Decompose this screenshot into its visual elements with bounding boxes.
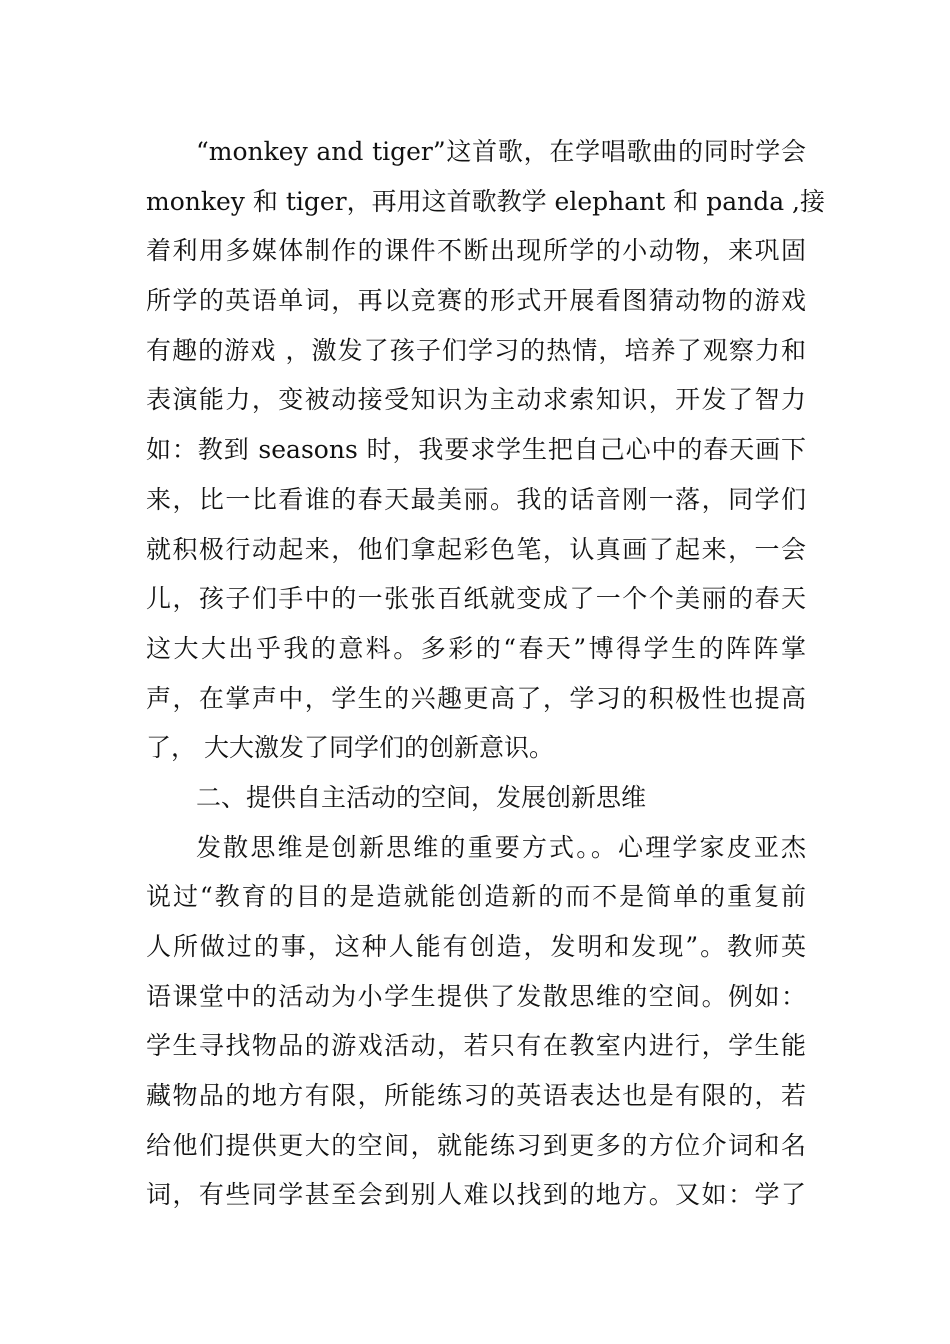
paragraph2-line-1: 发散思维是创新思维的重要方式。。心理学家皮亚杰 bbox=[196, 833, 806, 862]
paragraph2-line-8: 词，有些同学甚至会到别人难以找到的地方。又如：学了 bbox=[146, 1180, 806, 1209]
paragraph1-line-11: 这大大出乎我的意料。多彩的“春天”博得学生的阵阵掌 bbox=[146, 634, 806, 663]
paragraph1-line-2: monkey 和 tiger，再用这首歌教学 elephant 和 panda ,接 bbox=[146, 187, 826, 216]
paragraph1-line-4: 所学的英语单词，再以竞赛的形式开展看图猜动物的游戏 bbox=[146, 286, 806, 315]
paragraph2-line-6: 藏物品的地方有限，所能练习的英语表达也是有限的，若 bbox=[146, 1081, 806, 1110]
paragraph1-line-6: 表演能力，变被动接受知识为主动求索知识，开发了智力 bbox=[146, 385, 806, 414]
paragraph1-line-10: 儿，孩子们手中的一张张百纸就变成了一个个美丽的春天 bbox=[146, 584, 806, 613]
paragraph2-line-4: 语课堂中的活动为小学生提供了发散思维的空间。例如： bbox=[146, 982, 806, 1011]
paragraph2-line-7: 给他们提供更大的空间，就能练习到更多的方位介词和名 bbox=[146, 1131, 806, 1160]
paragraph2-line-5: 学生寻找物品的游戏活动，若只有在教室内进行，学生能 bbox=[146, 1031, 806, 1060]
paragraph1-line-12: 声，在掌声中，学生的兴趣更高了，学习的积极性也提高 bbox=[146, 684, 806, 713]
paragraph1-line-13: 了， 大大激发了同学们的创新意识。 bbox=[146, 733, 554, 762]
paragraph1-line-7: 如：教到 seasons 时，我要求学生把自己心中的春天画下 bbox=[146, 435, 806, 464]
section-heading-2: 二、提供自主活动的空间，发展创新思维 bbox=[196, 783, 647, 812]
paragraph2-line-3: 人所做过的事，这种人能有创造，发明和发现”。教师英 bbox=[146, 932, 806, 961]
paragraph1-line-3: 着利用多媒体制作的课件不断出现所学的小动物，来巩固 bbox=[146, 236, 806, 265]
paragraph1-line-8: 来，比一比看谁的春天最美丽。我的话音刚一落，同学们 bbox=[146, 485, 806, 514]
paragraph1-line-1: “monkey and tiger”这首歌，在学唱歌曲的同时学会 bbox=[196, 137, 806, 166]
paragraph2-line-2: 说过“教育的目的是造就能创造新的而不是简单的重复前 bbox=[146, 882, 806, 911]
paragraph1-line-9: 就积极行动起来，他们拿起彩色笔，认真画了起来，一会 bbox=[146, 535, 806, 564]
paragraph1-line-5: 有趣的游戏 ，激发了孩子们学习的热情，培养了观察力和 bbox=[146, 336, 806, 365]
